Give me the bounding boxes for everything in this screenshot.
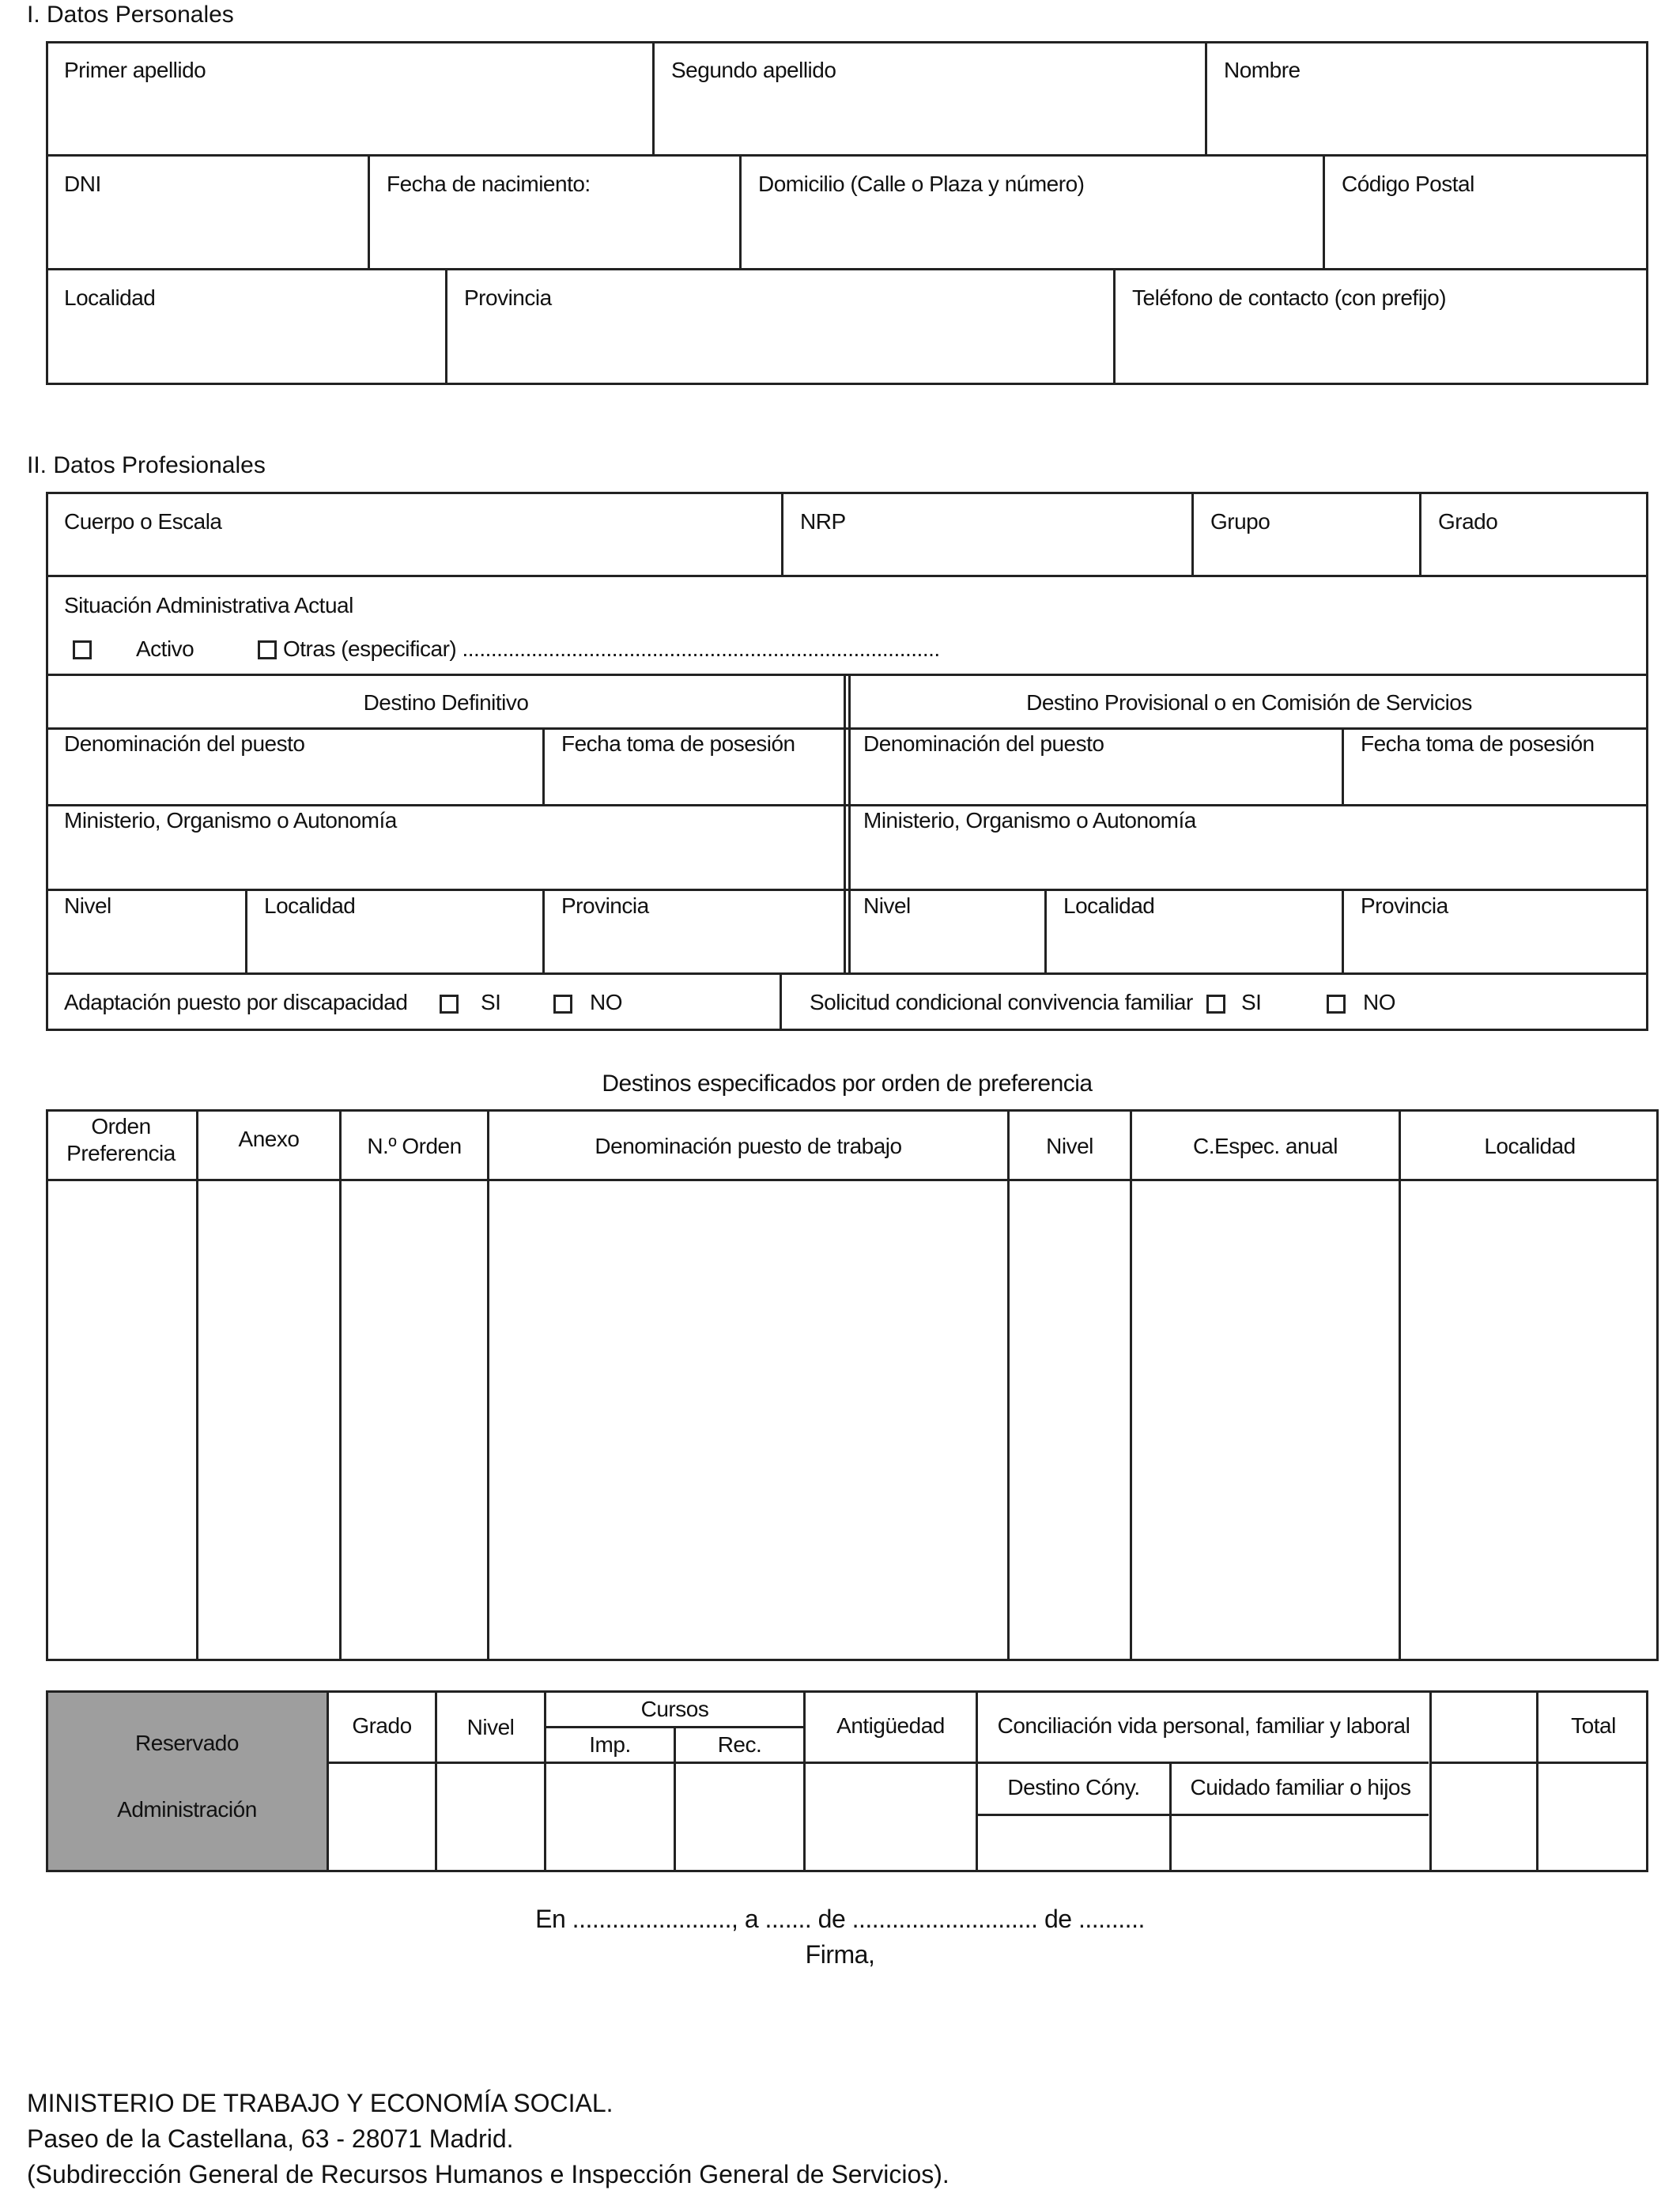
prov-ministerio-field[interactable]: Ministerio, Organismo o Autonomía bbox=[863, 808, 1196, 833]
col-divider bbox=[1342, 889, 1344, 974]
col-divider bbox=[844, 674, 846, 974]
section-personal-title: I. Datos Personales bbox=[27, 2, 234, 28]
destinos-title: Destinos especificados por orden de preferencia bbox=[602, 1071, 1093, 1097]
segundo-apellido-field[interactable]: Segundo apellido bbox=[671, 58, 836, 82]
col-divider bbox=[542, 889, 545, 974]
adaptacion-label: Adaptación puesto por discapacidad bbox=[64, 990, 408, 1014]
def-fecha-field[interactable]: Fecha toma de posesión bbox=[561, 731, 795, 756]
prov-localidad-field[interactable]: Localidad bbox=[1063, 893, 1155, 918]
col-divider bbox=[780, 972, 782, 1031]
def-denominacion-field[interactable]: Denominación del puesto bbox=[64, 731, 305, 756]
col-divider bbox=[848, 674, 851, 974]
row-divider bbox=[46, 804, 1648, 806]
col-header-denominacion: Denominación puesto de trabajo bbox=[595, 1134, 902, 1158]
col-divider bbox=[1205, 41, 1207, 156]
otras-checkbox[interactable] bbox=[258, 640, 277, 659]
def-nivel-field[interactable]: Nivel bbox=[64, 893, 111, 918]
col-header-localidad: Localidad bbox=[1484, 1134, 1576, 1158]
col-divider bbox=[339, 1109, 342, 1661]
reservado-imp: Imp. bbox=[589, 1732, 631, 1757]
col-divider bbox=[1323, 154, 1325, 270]
activo-checkbox[interactable] bbox=[73, 640, 92, 659]
dni-field[interactable]: DNI bbox=[64, 172, 101, 196]
activo-label: Activo bbox=[136, 636, 194, 661]
col-divider bbox=[652, 41, 655, 156]
row-divider bbox=[327, 1762, 976, 1764]
reservado-label: Reservado bbox=[135, 1731, 239, 1755]
col-divider bbox=[1113, 268, 1116, 385]
col-header-orden-preferencia: Orden Preferencia bbox=[66, 1114, 176, 1165]
col-header-anexo: Anexo bbox=[238, 1127, 300, 1151]
destino-definitivo-title: Destino Definitivo bbox=[363, 690, 529, 715]
col-divider bbox=[1429, 1690, 1432, 1872]
col-divider bbox=[1342, 727, 1344, 806]
footer-subdireccion: (Subdirección General de Recursos Humanos e Inspección General de Servicios). bbox=[27, 2160, 949, 2188]
reservado-rec: Rec. bbox=[717, 1732, 762, 1757]
row-divider bbox=[46, 268, 1648, 270]
solicitud-si-checkbox[interactable] bbox=[1206, 995, 1225, 1014]
def-provincia-field[interactable]: Provincia bbox=[561, 893, 649, 918]
col-divider bbox=[1130, 1109, 1132, 1661]
table-header-divider bbox=[46, 1179, 1659, 1181]
col-header-nivel: Nivel bbox=[1046, 1134, 1093, 1158]
prov-denominacion-field[interactable]: Denominación del puesto bbox=[863, 731, 1104, 756]
adaptacion-no-label: NO bbox=[590, 990, 622, 1014]
destinos-table bbox=[46, 1109, 1659, 1661]
row-divider bbox=[46, 889, 1648, 891]
prov-fecha-field[interactable]: Fecha toma de posesión bbox=[1361, 731, 1595, 756]
firma-label: Firma, bbox=[805, 1940, 875, 1969]
col-divider bbox=[245, 889, 247, 974]
col-divider bbox=[196, 1109, 198, 1661]
administracion-label: Administración bbox=[117, 1797, 257, 1822]
reservado-total: Total bbox=[1571, 1713, 1616, 1738]
col-divider bbox=[739, 154, 742, 270]
row-divider bbox=[46, 575, 1648, 577]
solicitud-si-label: SI bbox=[1241, 990, 1262, 1014]
row-divider bbox=[46, 154, 1648, 157]
col-divider bbox=[1044, 889, 1047, 974]
cuerpo-escala-field[interactable]: Cuerpo o Escala bbox=[64, 509, 222, 534]
row-divider bbox=[976, 1814, 1429, 1816]
row-divider bbox=[46, 972, 1648, 975]
col-divider bbox=[1007, 1109, 1010, 1661]
reservado-cursos: Cursos bbox=[640, 1697, 709, 1721]
reservado-conciliacion: Conciliación vida personal, familiar y laboral bbox=[997, 1713, 1410, 1738]
prov-provincia-field[interactable]: Provincia bbox=[1361, 893, 1448, 918]
col-divider bbox=[1419, 492, 1421, 576]
prov-nivel-field[interactable]: Nivel bbox=[863, 893, 911, 918]
adaptacion-si-label: SI bbox=[481, 990, 501, 1014]
solicitud-no-label: NO bbox=[1363, 990, 1395, 1014]
footer-ministerio: MINISTERIO DE TRABAJO Y ECONOMÍA SOCIAL. bbox=[27, 2089, 613, 2117]
col-divider bbox=[487, 1109, 489, 1661]
domicilio-field[interactable]: Domicilio (Calle o Plaza y número) bbox=[758, 172, 1085, 196]
reservado-antiguedad: Antigüedad bbox=[836, 1713, 945, 1738]
section-professional-title: II. Datos Profesionales bbox=[27, 452, 266, 478]
col-divider bbox=[781, 492, 783, 576]
localidad-field[interactable]: Localidad bbox=[64, 285, 156, 310]
def-localidad-field[interactable]: Localidad bbox=[264, 893, 356, 918]
telefono-field[interactable]: Teléfono de contacto (con prefijo) bbox=[1132, 285, 1447, 310]
col-divider bbox=[1399, 1109, 1401, 1661]
footer-direccion: Paseo de la Castellana, 63 - 28071 Madrid. bbox=[27, 2124, 514, 2153]
nombre-field[interactable]: Nombre bbox=[1224, 58, 1301, 82]
grado-field[interactable]: Grado bbox=[1438, 509, 1498, 534]
otras-label[interactable]: Otras (especificar) ................................................................................... bbox=[283, 636, 940, 661]
provincia-field[interactable]: Provincia bbox=[464, 285, 552, 310]
col-divider bbox=[542, 727, 545, 806]
codigo-postal-field[interactable]: Código Postal bbox=[1342, 172, 1474, 196]
nrp-field[interactable]: NRP bbox=[800, 509, 846, 534]
primer-apellido-field[interactable]: Primer apellido bbox=[64, 58, 206, 82]
row-divider bbox=[1429, 1762, 1648, 1764]
col-divider bbox=[445, 268, 447, 385]
personal-data-box bbox=[46, 41, 1648, 385]
grupo-field[interactable]: Grupo bbox=[1210, 509, 1270, 534]
situacion-administrativa-label: Situación Administrativa Actual bbox=[64, 593, 353, 617]
solicitud-no-checkbox[interactable] bbox=[1327, 995, 1346, 1014]
row-divider bbox=[46, 727, 1648, 730]
reservado-grado: Grado bbox=[352, 1713, 412, 1738]
col-divider bbox=[368, 154, 370, 270]
professional-data-box bbox=[46, 492, 1648, 1031]
reservado-destino-cony: Destino Cóny. bbox=[1007, 1775, 1140, 1799]
reservado-nivel: Nivel bbox=[466, 1715, 515, 1739]
fecha-nacimiento-field[interactable]: Fecha de nacimiento: bbox=[387, 172, 591, 196]
row-divider bbox=[976, 1762, 1429, 1764]
destino-provisional-title: Destino Provisional o en Comisión de Servicios bbox=[1026, 690, 1472, 715]
row-divider bbox=[46, 674, 1648, 676]
adaptacion-si-checkbox[interactable] bbox=[440, 995, 459, 1014]
fecha-firma-line[interactable]: En ........................, a ....... de ............................ de .......... bbox=[535, 1905, 1145, 1933]
reservado-cuidado: Cuidado familiar o hijos bbox=[1190, 1775, 1411, 1799]
adaptacion-no-checkbox[interactable] bbox=[553, 995, 572, 1014]
col-header-cespec: C.Espec. anual bbox=[1193, 1134, 1338, 1158]
col-header-num-orden: N.º Orden bbox=[367, 1134, 462, 1158]
def-ministerio-field[interactable]: Ministerio, Organismo o Autonomía bbox=[64, 808, 397, 833]
solicitud-label: Solicitud condicional convivencia familiar bbox=[810, 990, 1193, 1014]
col-divider bbox=[1191, 492, 1194, 576]
